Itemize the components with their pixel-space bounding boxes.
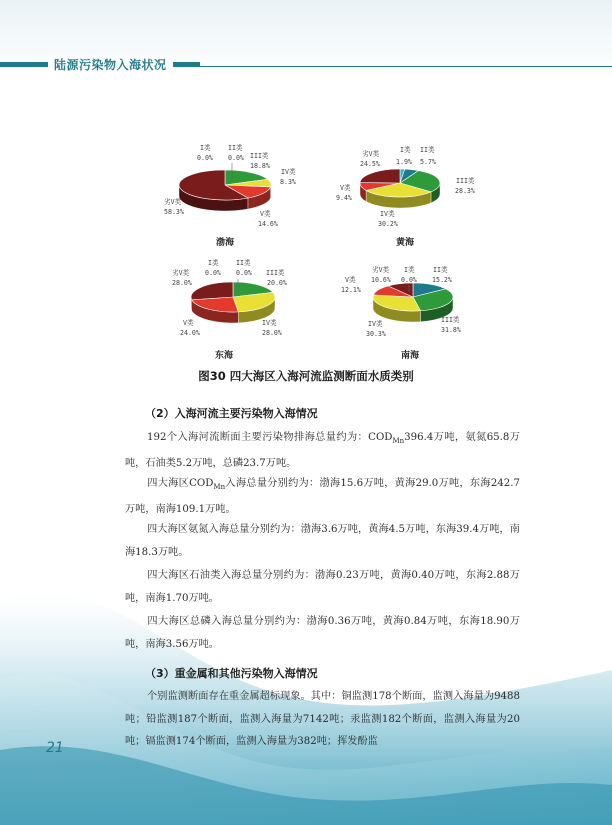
value-IV-nanhai: 30.3% (366, 330, 386, 338)
value-III-donghai: 20.0% (267, 279, 287, 287)
value-V-bohai: 14.6% (258, 220, 278, 228)
pie-chart-nanhai (341, 265, 461, 361)
label-worseV-huanghai: 劣V类 (362, 150, 380, 158)
label-III-bohai: III类 (250, 152, 269, 160)
label-I-huanghai: I类 (400, 146, 411, 154)
paragraph-5: 四大海区总磷入海总量分别约为：渤海0.36万吨，黄海0.84万吨，东海18.90万吨，南海3.56万吨。 (125, 616, 520, 650)
header-title: 陆源污染物入海状况 (48, 56, 173, 73)
pie-title-donghai: 东海 (214, 351, 234, 361)
value-worseV-huanghai: 24.5% (360, 160, 380, 168)
value-V-huanghai: 9.4% (336, 194, 352, 202)
label-I-donghai: I类 (208, 259, 219, 267)
label-I-nanhai: I类 (404, 266, 415, 274)
value-worseV-nanhai: 10.6% (371, 276, 391, 284)
value-V-nanhai: 12.1% (341, 286, 361, 294)
value-IV-huanghai: 30.2% (378, 220, 398, 228)
label-III-nanhai: III类 (441, 316, 460, 324)
figure-pie-charts (0, 0, 612, 390)
pie-title-huanghai: 黄海 (395, 238, 415, 248)
value-II-bohai: 0.0% (228, 154, 244, 162)
value-worseV-donghai: 28.0% (172, 279, 192, 287)
label-worseV-donghai: 劣V类 (172, 269, 190, 277)
page-number: 21 (46, 740, 64, 756)
label-II-bohai: II类 (228, 144, 243, 152)
section-heading-2: （2）入海河流主要污染物入海情况 (145, 407, 318, 420)
value-I-donghai: 0.0% (205, 269, 221, 277)
value-I-bohai: 0.0% (197, 154, 213, 162)
value-II-nanhai: 15.2% (432, 276, 452, 284)
pie-title-nanhai: 南海 (400, 351, 420, 361)
pie-chart-donghai (172, 258, 287, 361)
label-I-bohai: I类 (200, 144, 211, 152)
paragraph-1: 192个入海河流断面主要污染物排海总量约为：$COD_{Mn}396.4$万吨，氨氮65.8万吨，石油类5.2万吨，总磷23.7万吨。 (125, 432, 520, 469)
section-heading-3: （3）重金属和其他污染物入海情况 (145, 667, 318, 680)
label-IV-nanhai: IV类 (368, 320, 383, 328)
label-III-huanghai: III类 (456, 177, 475, 185)
figure-caption: 图30 四大海区入海河流监测断面水质类别 (198, 369, 414, 383)
label-IV-huanghai: IV类 (380, 210, 395, 218)
label-IV-bohai: IV类 (281, 168, 296, 176)
paragraph-2: 四大海区$COD_{Mn}$入海总量分别约为：渤海15.6万吨，黄海29.0万吨，东海242.7万吨，南海109.1万吨。 (125, 478, 520, 515)
label-V-huanghai: V类 (340, 184, 351, 192)
pie-title-bohai: 渤海 (215, 238, 235, 248)
value-II-donghai: 0.0% (236, 269, 252, 277)
label-worseV-bohai: 劣V类 (164, 198, 182, 206)
value-I-nanhai: 0.0% (401, 276, 417, 284)
label-V-bohai: V类 (260, 210, 271, 218)
value-worseV-bohai: 58.3% (164, 208, 184, 216)
label-V-nanhai: V类 (345, 276, 356, 284)
value-III-huanghai: 28.3% (455, 187, 475, 195)
label-V-donghai: V类 (183, 319, 194, 327)
label-II-donghai: II类 (236, 259, 251, 267)
paragraph-4: 四大海区石油类入海总量分别约为：渤海0.23万吨，黄海0.40万吨，东海2.88万吨，南海1.70万吨。 (125, 570, 520, 604)
value-IV-bohai: 8.3% (280, 178, 296, 186)
pie-slice (360, 169, 400, 183)
paragraph-6: 个别监测断面存在重金属超标现象。其中：铜监测178个断面，监测入海量为9488吨；铅监测187个断面，监测入海量为7142吨；汞监测182个断面，监测入海量为20吨；镉监测174个断面，监测入海量为382吨；挥发酚监 (125, 691, 520, 747)
label-worseV-nanhai: 劣V类 (372, 266, 390, 274)
value-III-bohai: 18.8% (250, 162, 270, 170)
label-IV-donghai: IV类 (262, 319, 277, 327)
value-I-huanghai: 1.9% (396, 158, 412, 166)
label-II-nanhai: II类 (433, 266, 448, 274)
value-IV-donghai: 28.0% (262, 329, 282, 337)
pie-chart-huanghai (336, 145, 475, 248)
pie-slice (191, 282, 233, 300)
value-III-nanhai: 31.8% (441, 326, 461, 334)
paragraph-3: 四大海区氨氮入海总量分别约为：渤海3.6万吨，黄海4.5万吨，东海39.4万吨，南海18.3万吨。 (125, 524, 520, 558)
label-II-huanghai: II类 (420, 146, 435, 154)
value-V-donghai: 24.0% (180, 329, 200, 337)
value-II-huanghai: 5.7% (420, 158, 436, 166)
pie-chart-bohai (164, 143, 296, 248)
label-III-donghai: III类 (266, 269, 285, 277)
